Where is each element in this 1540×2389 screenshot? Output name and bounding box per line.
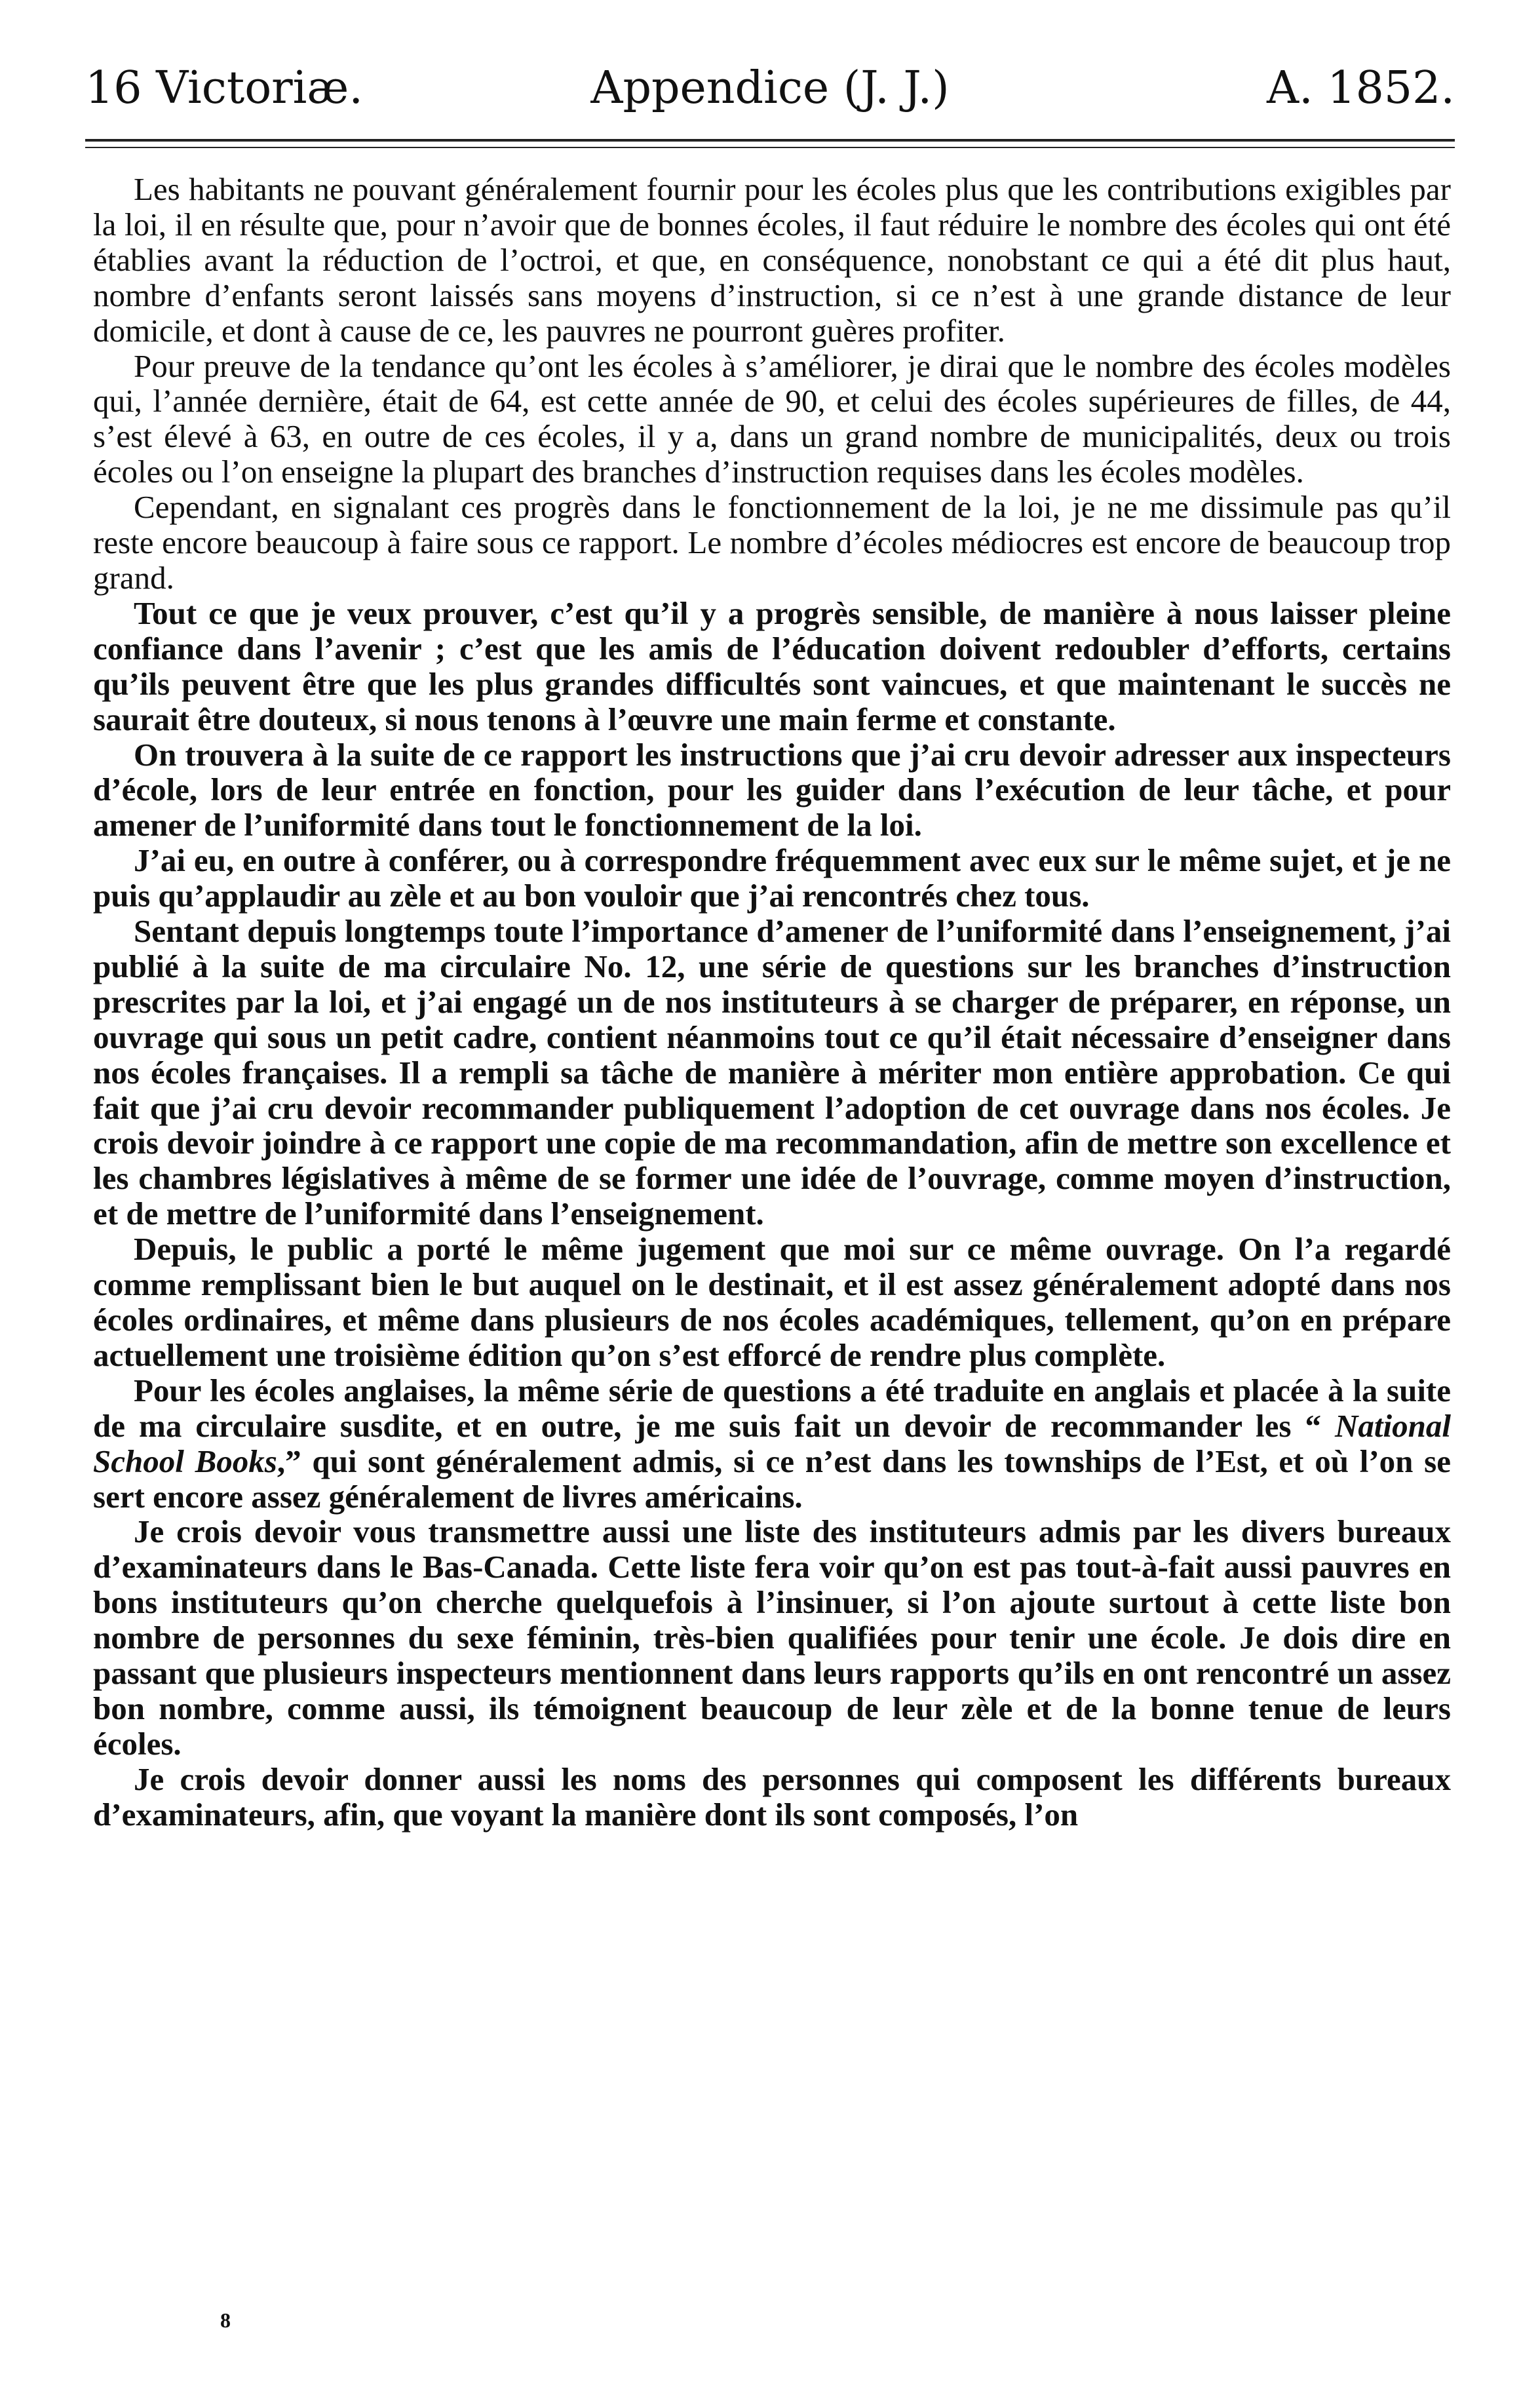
page-header (85, 56, 1455, 121)
header-year: A. 1852. (1266, 62, 1455, 114)
page-number: 8 (220, 2308, 231, 2332)
paragraph-9 (93, 1373, 1451, 1515)
header-session: 16 Victoriæ. (85, 62, 363, 114)
paragraph-5: On trouvera à la suite de ce rapport les instructions que j’ai cru devoir adresser aux inspecteurs d’école, lors de leur entrée en fonction, pour les guider dans l’exécution de leur tâche, et pour amener de l’uniformité dans tout le fonctionnement de la loi. (93, 736, 1451, 844)
paragraph-1: Les habitants ne pouvant généralement fournir pour les écoles plus que les contributions exigibles par la loi, il en résulte que, pour n’avoir que de bonnes écoles, il faut réduire le nombre des écoles qui ont été établies avant la réduction de l’octroi, et que, en conséquence, nonobstant ce qui a été dit plus haut, nombre d’enfants seront laissés sans moyens d’instruction, si ce n’est à une grande distance de leur domicile, et dont à cause de ce, les pauvres ne pourront guères profiter. (93, 171, 1451, 349)
paragraph-3: Cependant, en signalant ces progrès dans le fonctionnement de la loi, je ne me dissimule pas qu’il reste encore beaucoup à faire sous ce rapport. Le nombre d’écoles médiocres est encore de beaucoup trop grand. (93, 489, 1451, 596)
header-rule-thick (85, 139, 1455, 142)
paragraph-7: Sentant depuis longtemps toute l’importance d’amener de l’uniformité dans l’enseignement, j’ai publié à la suite de ma circulaire No. 12, une série de questions sur les branches d’instruction prescrites par la loi, et j’ai engagé un de nos instituteurs à se charger de préparer, en réponse, un ouvrage qui sous un petit cadre, contient néanmoins tout ce qu’il était nécessaire d’enseigner dans nos écoles françaises. Il a rempli sa tâche de manière à mériter mon entière approbation. Ce qui fait que j’ai cru devoir recommander publiquement l’adoption de cet ouvrage dans nos écoles. Je crois devoir joindre à ce rapport une copie de ma recommandation, afin de mettre son excellence et les chambres législatives à même de se former une idée de l’ouvrage, comme moyen d’instruction, et de mettre de l’uniformité dans l’enseignement. (93, 913, 1451, 1232)
paragraph-2: Pour preuve de la tendance qu’ont les écoles à s’améliorer, je dirai que le nombre des écoles modèles qui, l’année dernière, était de 64, est cette année de 90, et celui des écoles supérieures de filles, de 44, s’est élevé à 63, en outre de ces écoles, il y a, dans un grand nombre de municipalités, deux ou trois écoles ou l’on enseigne la plupart des branches d’instruction requises dans les écoles modèles. (93, 347, 1451, 490)
paragraph-10: Je crois devoir vous transmettre aussi une liste des instituteurs admis par les divers bureaux d’examinateurs dans le Bas-Canada. Cette liste fera voir qu’on est pas tout-à-fait aussi pauvres en bons instituteurs qu’on cherche quelquefois à l’insinuer, si l’on ajoute surtout à cette liste bon nombre de personnes du sexe féminin, très-bien qualifiées pour tenir une école. Je dois dire en passant que plusieurs inspecteurs mentionnent dans leurs rapports qu’ils en ont rencontré un assez bon nombre, comme aussi, ils témoignent beaucoup de leur zèle et de la bonne tenue de leurs écoles. (93, 1513, 1451, 1762)
paragraph-9-start: Pour les écoles anglaises, la même série de questions a été traduite en anglais et placée à la suite de ma circulaire susdite, et en outre, je me suis fait un devoir de recommander les “ (93, 1372, 1451, 1444)
paragraph-11: Je crois devoir donner aussi les noms des personnes qui composent les différents bureaux d’examinateurs, afin, que voyant la manière dont ils sont composés, l’on (93, 1760, 1451, 1833)
paragraph-8: Depuis, le public a porté le même jugement que moi sur ce même ouvrage. On l’a regardé comme remplissant bien le but auquel on le destinait, et il est assez généralement adopté dans nos écoles ordinaires, et même dans plusieurs de nos écoles académiques, tellement, qu’on en prépare actuellement une troisième édition qu’on s’est efforcé de rendre plus complète. (93, 1231, 1451, 1373)
paragraph-6: J’ai eu, en outre à conférer, ou à correspondre fréquemment avec eux sur le même sujet, et je ne puis qu’applaudir au zèle et au bon vouloir que j’ai rencontrés chez tous. (93, 842, 1451, 914)
header-rule-thin (85, 147, 1455, 148)
body-text (93, 172, 1451, 1833)
paragraph-9-end: ,” qui sont généralement admis, si ce n’est dans les townships de l’Est, et où l’on se sert encore assez généralement de livres américains. (93, 1443, 1451, 1515)
national-school-books-title: National School Books (93, 1407, 1451, 1479)
paragraph-4: Tout ce que je veux prouver, c’est qu’il y a progrès sensible, de manière à nous laisser pleine confiance dans l’avenir ; c’est que les amis de l’éducation doivent redoubler d’efforts, certains qu’ils peuvent être que les plus grandes difficultés sont vaincues, et que maintenant le succès ne saurait être douteux, si nous tenons à l’œuvre une main ferme et constante. (93, 594, 1451, 737)
header-appendix: Appendice (J. J.) (590, 62, 950, 114)
